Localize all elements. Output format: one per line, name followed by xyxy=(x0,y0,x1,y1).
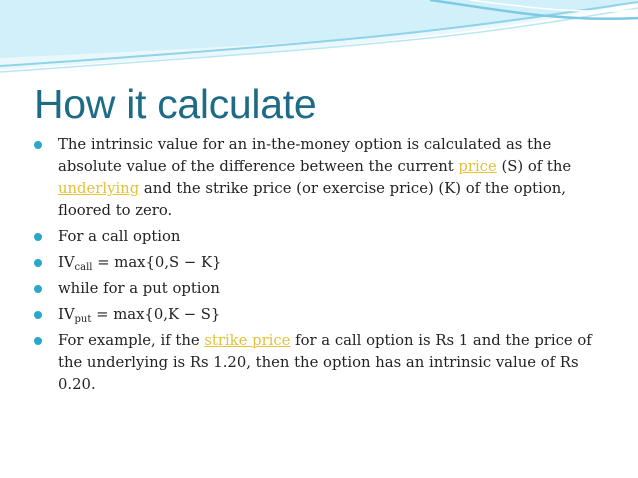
bullet-example: For example, if the strike price for a call option is Rs 1 and the price of the underlying is Rs 1.20, then the option has an intrinsic value of Rs 0.20. xyxy=(34,330,594,396)
bullet-put-formula: $IV_{put} = \max\{0,K - S\}$ xyxy=(34,304,594,326)
bullet-dot-icon xyxy=(34,337,42,345)
bullet-dot-icon xyxy=(34,285,42,293)
bullet-dot-icon xyxy=(34,141,42,149)
bullet-call-option: For a call option xyxy=(34,226,594,248)
bullet-call-formula: $IV_{call} = \max\{0,S - K\}$ xyxy=(34,252,594,274)
bullet-dot-icon xyxy=(34,233,42,241)
underlying-link[interactable]: underlying xyxy=(58,180,140,197)
price-link[interactable]: price xyxy=(458,158,497,175)
bullet-dot-icon xyxy=(34,259,42,267)
bullet-intrinsic-value-definition: The intrinsic value for an in-the-money option is calculated as the absolute value of the difference between the current price (S) of the underlying and the strike price (or exercise price) (K) of the option, floored to zero. xyxy=(34,134,594,222)
slide-title: How it calculate xyxy=(34,81,317,127)
strike-price-link[interactable]: strike price xyxy=(204,332,291,349)
bullet-put-option: while for a put option xyxy=(34,278,594,300)
header-wave-decoration xyxy=(0,0,638,80)
bullet-list xyxy=(34,134,594,400)
bullet-dot-icon xyxy=(34,311,42,319)
